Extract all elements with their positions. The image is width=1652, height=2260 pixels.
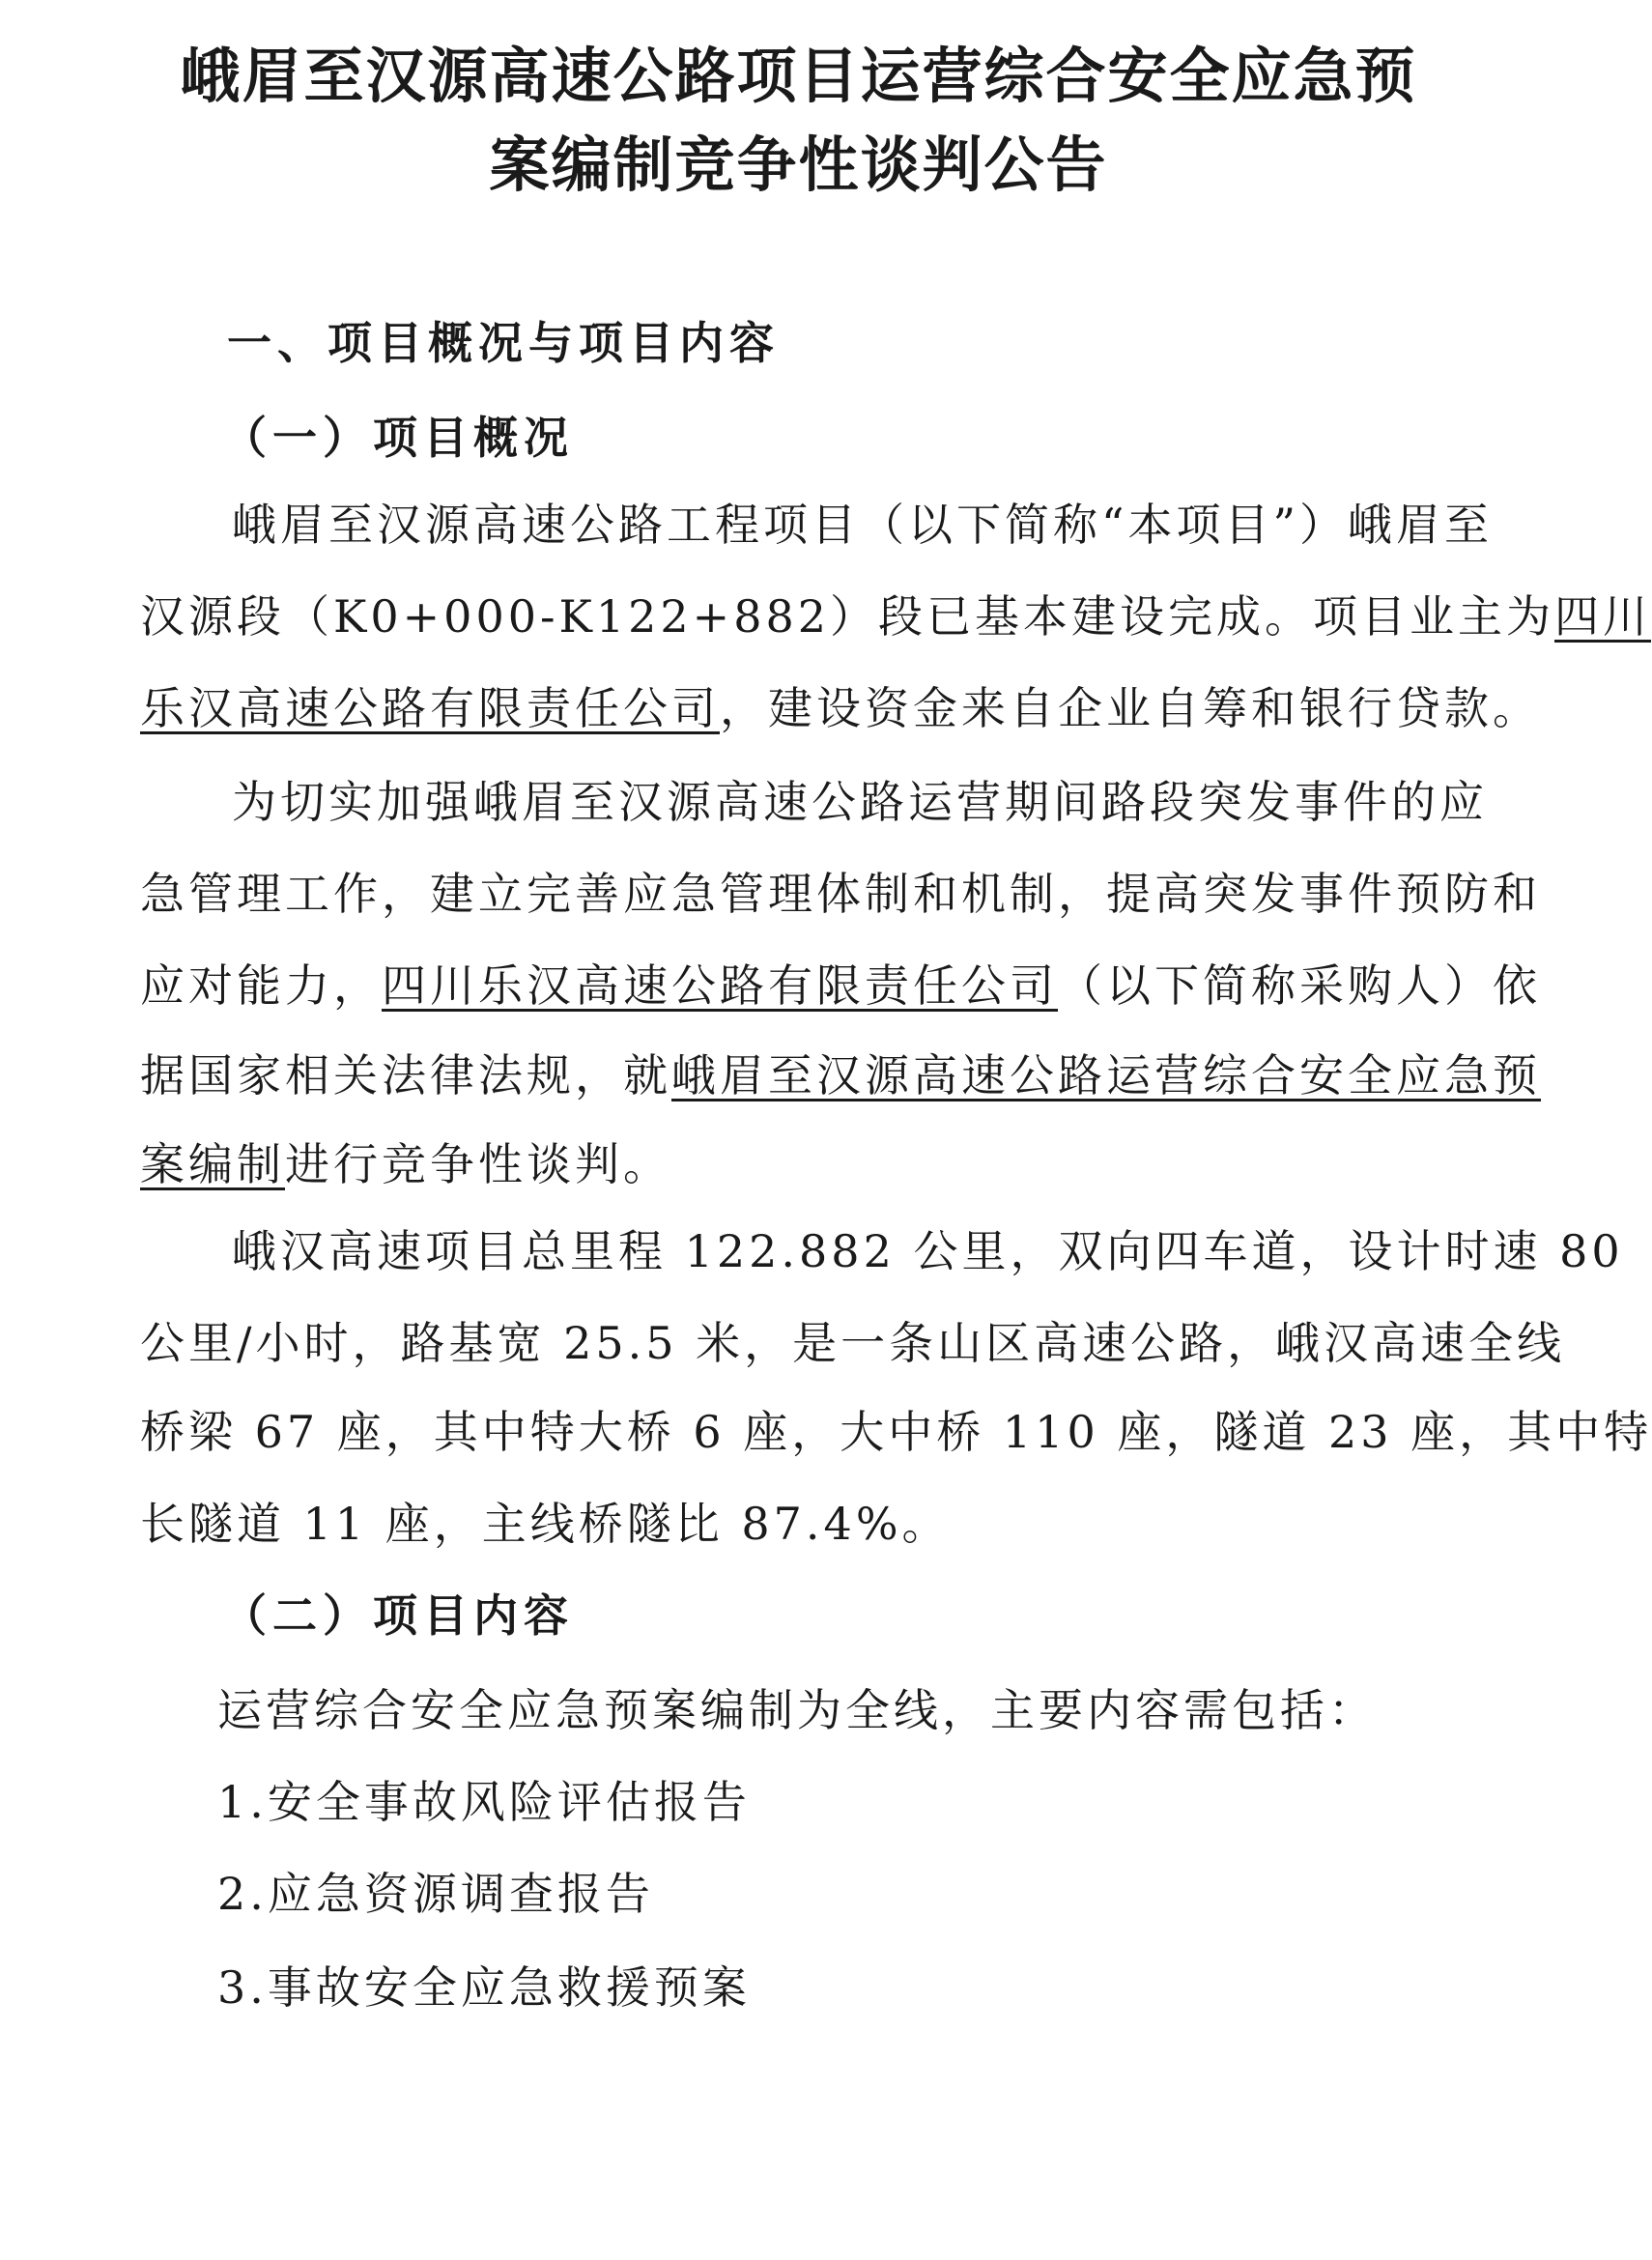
subheading-project-content: （二）项目内容 bbox=[222, 1589, 574, 1642]
owner-company-underline-part-1: 四川 bbox=[1554, 590, 1652, 643]
paragraph-2-line-1: 为切实加强峨眉至汉源高速公路运营期间路段突发事件的应 bbox=[232, 776, 1488, 828]
purchaser-company-underline: 四川乐汉高速公路有限责任公司 bbox=[382, 959, 1058, 1012]
project-name-underline-part-2: 案编制 bbox=[140, 1138, 285, 1190]
content-list-item-1: 1.安全事故风险评估报告 bbox=[217, 1776, 751, 1828]
paragraph-2-line-5 bbox=[140, 1140, 1483, 1188]
owner-company-underline-part-2: 乐汉高速公路有限责任公司 bbox=[140, 682, 720, 734]
paragraph-2-line-5-text: 进行竞争性谈判。 bbox=[285, 1138, 671, 1190]
paragraph-1-line-3-text: ，建设资金来自企业自筹和银行贷款。 bbox=[720, 682, 1541, 734]
document-title-line-2: 案编制竞争性谈判公告 bbox=[489, 129, 1108, 200]
paragraph-2-line-3 bbox=[140, 959, 1541, 1012]
paragraph-2-line-3-text-b: （以下简称采购人）依 bbox=[1058, 959, 1541, 1012]
paragraph-3-line-1: 峨汉高速项目总里程 122.882 公里，双向四车道，设计时速 80 bbox=[232, 1225, 1624, 1277]
paragraph-1-line-2 bbox=[140, 590, 1652, 643]
paragraph-1-line-2-text: 汉源段（K0+000-K122+882）段已基本建设完成。项目业主为 bbox=[140, 590, 1555, 643]
paragraph-1-line-3 bbox=[140, 682, 1541, 734]
paragraph-3-line-2: 公里/小时，路基宽 25.5 米，是一条山区高速公路，峨汉高速全线 bbox=[140, 1317, 1566, 1369]
subheading-project-overview: （一）项目概况 bbox=[222, 412, 574, 464]
project-name-underline-part-1: 峨眉至汉源高速公路运营综合安全应急预 bbox=[671, 1049, 1541, 1101]
paragraph-2-line-4-text: 据国家相关法律法规，就 bbox=[140, 1049, 671, 1101]
content-list-item-3: 3.事故安全应急救援预案 bbox=[217, 1961, 751, 2014]
paragraph-3-line-3: 桥梁 67 座，其中特大桥 6 座，大中桥 110 座，隧道 23 座，其中特 bbox=[140, 1406, 1652, 1458]
section-heading-overview-and-content: 一、项目概况与项目内容 bbox=[227, 317, 780, 369]
content-list-item-2: 2.应急资源调查报告 bbox=[217, 1868, 654, 1920]
content-intro-text: 运营综合安全应急预案编制为全线，主要内容需包括： bbox=[217, 1684, 1377, 1736]
paragraph-2-line-3-text-a: 应对能力， bbox=[140, 959, 382, 1012]
document-title-line-1: 峨眉至汉源高速公路项目运营综合安全应急预 bbox=[180, 41, 1417, 111]
paragraph-2-line-2: 急管理工作，建立完善应急管理体制和机制，提高突发事件预防和 bbox=[140, 868, 1541, 920]
paragraph-3-line-4: 长隧道 11 座，主线桥隧比 87.4%。 bbox=[140, 1498, 951, 1550]
paragraph-1-line-1: 峨眉至汉源高速公路工程项目（以下简称“本项目”）峨眉至 bbox=[232, 499, 1494, 551]
paragraph-2-line-4 bbox=[140, 1049, 1541, 1101]
